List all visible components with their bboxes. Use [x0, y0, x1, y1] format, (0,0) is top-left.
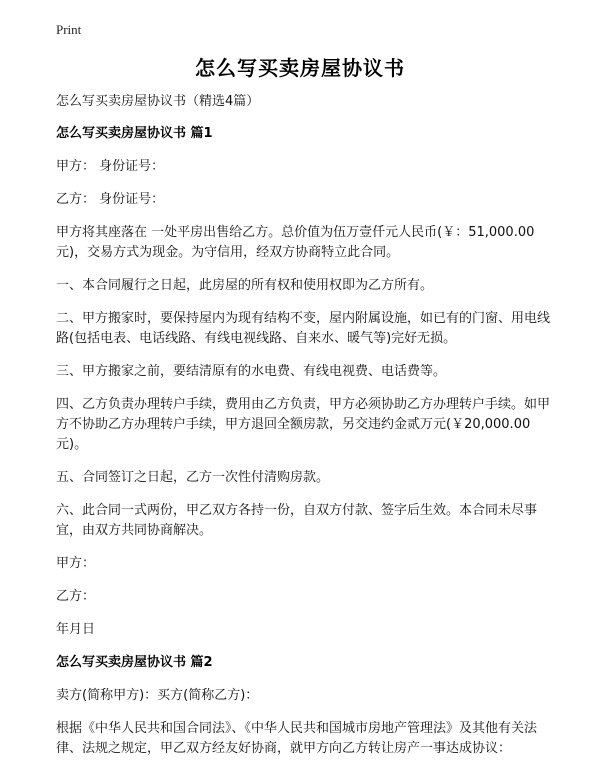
section-heading-1: 怎么写买卖房屋协议书 篇1 — [56, 126, 213, 141]
print-link[interactable]: Print — [56, 22, 82, 37]
signature-party-a: 甲方： — [56, 556, 96, 571]
clause-intro: 甲方将其座落在 一处平房出售给乙方。总价值为伍万壹仟元人民币(￥：51,000.00元)，交易方式为现金。为守信用，经双方协商特立此合同。 — [56, 225, 535, 260]
clause-3: 三、甲方搬家之前，要结清原有的水电费、有线电视费、电话费等。 — [56, 364, 447, 379]
clause-4: 四、乙方负责办理转户手续，费用由乙方负责，甲方必须协助乙方办理转户手续。如甲方不协助乙方办理转户手续，甲方退回全额房款，另交违约金贰万元(￥20,000.00元)。 — [56, 397, 551, 452]
clause-2: 二、甲方搬家时，要保持屋内为现有结构不变，屋内附属设施，如已有的门窗、用电线路(包括电表、电话线路、有线电视线路、自来水、暖气等)完好无损。 — [56, 311, 551, 346]
party-a-id-line: 甲方： 身份证号： — [56, 159, 165, 174]
document-title: 怎么写买卖房屋协议书 — [195, 56, 405, 80]
signature-party-b: 乙方： — [56, 589, 96, 604]
party-b-id-line: 乙方： 身份证号： — [56, 192, 165, 207]
clause-5: 五、合同签订之日起，乙方一次性付清购房款。 — [56, 470, 330, 485]
signature-date: 年月日 — [56, 622, 96, 637]
document-subtitle: 怎么写买卖房屋协议书（精选4篇） — [56, 94, 260, 109]
seller-buyer-line: 卖方(简称甲方)：买方(简称乙方)： — [56, 688, 259, 703]
clause-6: 六、此合同一式两份，甲乙双方各持一份，自双方付款、签字后生效。本合同未尽事宜，由双方共同协商解决。 — [56, 503, 538, 538]
legal-basis-paragraph: 根据《中华人民共和国合同法》、《中华人民共和国城市房地产管理法》及其他有关法律、法规之规定，甲乙双方经友好协商，就甲方向乙方转让房产一事达成协议： — [56, 721, 538, 756]
document-body — [56, 92, 556, 772]
section-heading-2: 怎么写买卖房屋协议书 篇2 — [56, 655, 213, 670]
clause-1: 一、本合同履行之日起，此房屋的所有权和使用权即为乙方所有。 — [56, 278, 434, 293]
